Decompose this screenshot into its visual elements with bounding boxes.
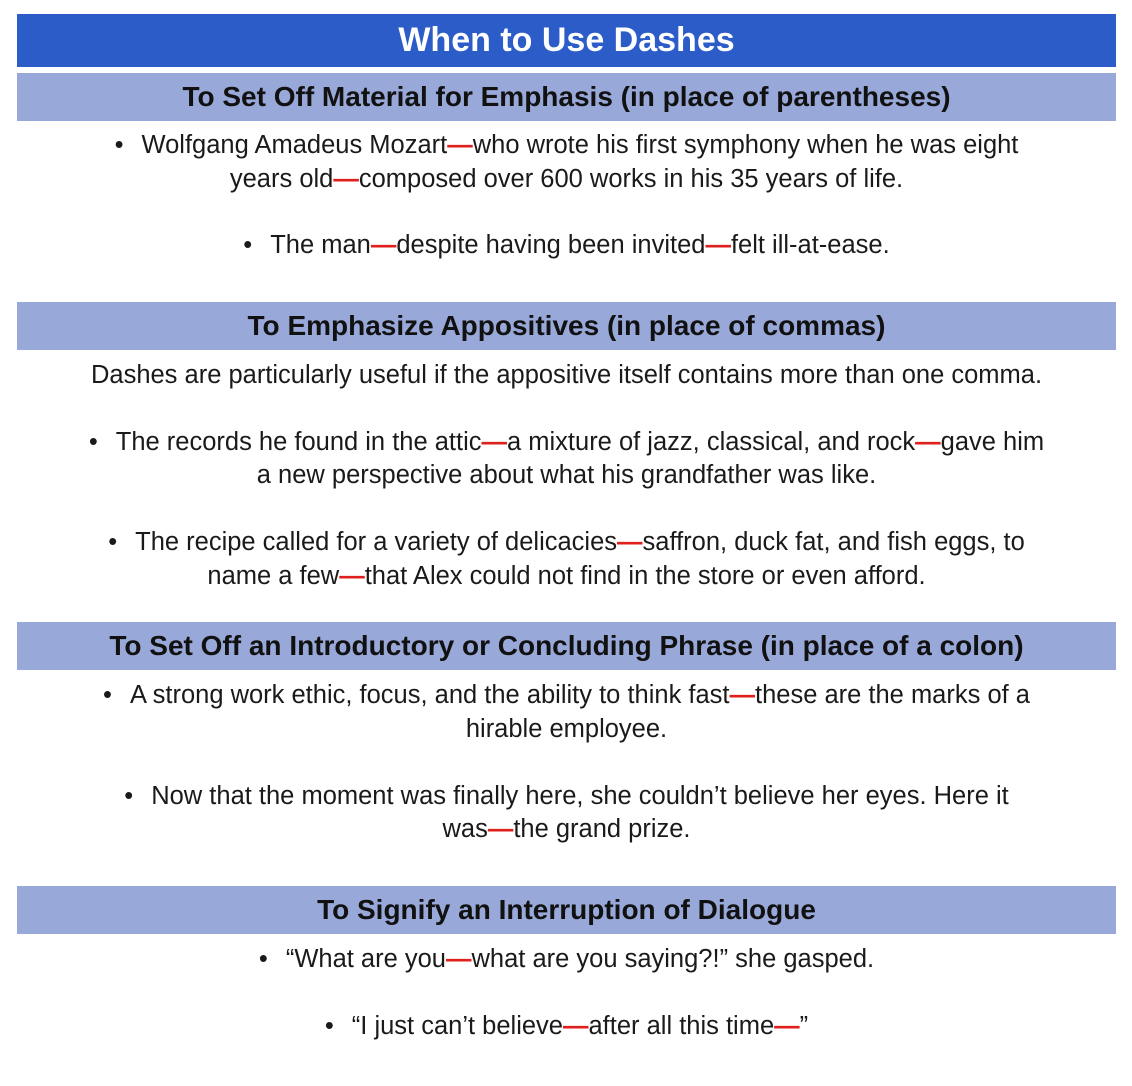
example-man: • The man—despite having been invited—felt ill-at-ease. <box>17 228 1116 262</box>
example-mozart-line-2: years old—composed over 600 works in his 35 years of life. <box>229 165 904 193</box>
dash-mark: — <box>729 681 755 709</box>
bullet-icon: • <box>114 131 124 159</box>
example-moment-line-1: • Now that the moment was finally here, she couldn’t believe her eyes. Here it <box>17 779 1116 813</box>
example-records-line-2: a new perspective about what his grandfather was like. <box>256 461 877 489</box>
example-what-are-you: • “What are you—what are you saying?!” she gasped. <box>17 942 1116 976</box>
bullet-icon: • <box>243 231 253 259</box>
bullet-icon: • <box>108 528 118 556</box>
example-moment-line-2: was—the grand prize. <box>442 815 691 843</box>
dash-mark: — <box>339 562 365 590</box>
section-heading-emphasis: To Set Off Material for Emphasis (in place of parentheses) <box>17 73 1116 121</box>
example-work-ethic-line-2: hirable employee. <box>465 715 668 743</box>
section-heading-appositives: To Emphasize Appositives (in place of commas) <box>17 302 1116 350</box>
example-just-cant-believe: • “I just can’t believe—after all this time—” <box>17 1009 1116 1043</box>
section-intro: Dashes are particularly useful if the appositive itself contains more than one comma. <box>90 361 1043 389</box>
example-work-ethic-line-1: • A strong work ethic, focus, and the ability to think fast—these are the marks of a <box>17 678 1116 712</box>
dash-mark: — <box>562 1012 589 1040</box>
bullet-icon: • <box>124 782 134 810</box>
dash-mark: — <box>446 945 472 973</box>
dash-mark: — <box>481 428 507 456</box>
example-mozart-line-1: • Wolfgang Amadeus Mozart—who wrote his first symphony when he was eight <box>17 128 1116 162</box>
section-heading-intro-phrase: To Set Off an Introductory or Concluding Phrase (in place of a colon) <box>17 622 1116 670</box>
example-recipe-line-2: name a few—that Alex could not find in the store or even afford. <box>207 562 926 590</box>
bullet-icon: • <box>324 1012 334 1040</box>
dash-mark: — <box>915 428 941 456</box>
dash-mark: — <box>487 815 514 843</box>
dash-mark: — <box>617 528 643 556</box>
bullet-icon: • <box>103 681 112 709</box>
bullet-icon: • <box>258 945 268 973</box>
example-recipe-line-1: • The recipe called for a variety of delicacies—saffron, duck fat, and fish eggs, to <box>17 525 1116 559</box>
dash-mark: — <box>333 165 359 193</box>
dash-mark: — <box>774 1012 800 1040</box>
bullet-icon: • <box>88 428 98 456</box>
page-title: When to Use Dashes <box>17 14 1116 67</box>
section-heading-dialogue: To Signify an Interruption of Dialogue <box>17 886 1116 934</box>
dash-mark: — <box>447 131 473 159</box>
dash-mark: — <box>370 231 397 259</box>
example-records-line-1: • The records he found in the attic—a mixture of jazz, classical, and rock—gave him <box>17 425 1116 459</box>
dash-mark: — <box>705 231 731 259</box>
